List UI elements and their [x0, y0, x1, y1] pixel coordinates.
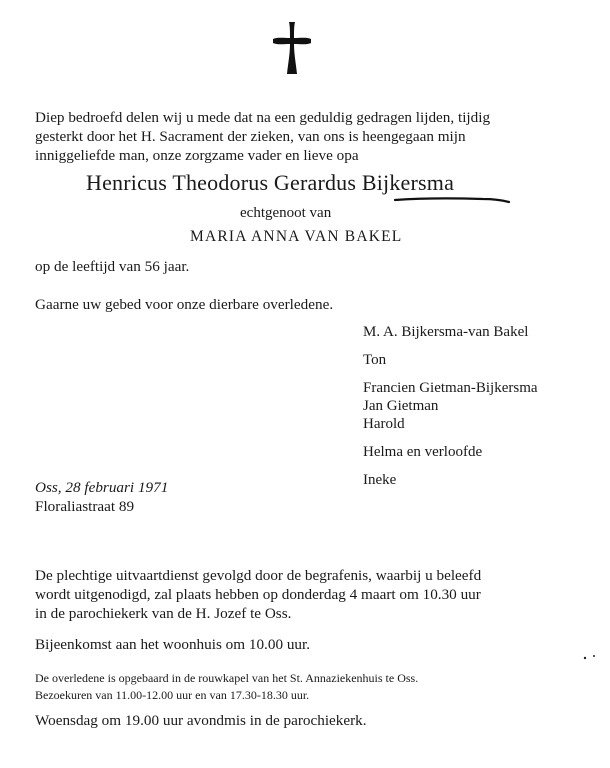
gathering-info: Bijeenkomst aan het woonhuis om 10.00 uur.	[35, 636, 311, 653]
funeral-line: wordt uitgenodigd, zal plaats hebben op donderdag 4 maart om 10.30 uur	[35, 586, 481, 603]
evening-mass-info: Woensdag om 19.00 uur avondmis in de parochiekerk.	[35, 712, 367, 729]
place-date: Oss, 28 februari 1971	[35, 479, 169, 496]
mourner: Ton	[363, 352, 387, 368]
intro-line: gesterkt door het H. Sacrament der zieken, van ons is heengegaan mijn	[35, 128, 466, 145]
address: Floraliastraat 89	[35, 498, 135, 515]
funeral-details	[35, 566, 481, 623]
viewing-info	[35, 670, 418, 704]
mourner: Jan Gietman	[363, 398, 439, 414]
announcement-intro	[35, 108, 490, 165]
age-line: op de leeftijd van 56 jaar.	[35, 258, 190, 275]
funeral-line: De plechtige uitvaartdienst gevolgd door de begrafenis, waarbij u beleefd	[35, 567, 482, 584]
mourner: Francien Gietman-Bijkersma	[363, 380, 538, 396]
intro-line: inniggeliefde man, onze zorgzame vader en lieve opa	[35, 147, 359, 164]
mourners-list	[363, 323, 538, 489]
viewing-line: Bezoekuren van 11.00-12.00 uur en van 17.30-18.30 uur.	[35, 688, 310, 702]
spouse-label: echtgenoot van	[240, 205, 332, 221]
spouse-name: MARIA ANNA VAN BAKEL	[190, 228, 403, 245]
mourner: M. A. Bijkersma-van Bakel	[363, 324, 529, 340]
intro-line: Diep bedroefd delen wij u mede dat na een geduldig gedragen lijden, tijdig	[35, 109, 491, 126]
paper-speck	[580, 652, 600, 662]
mourner: Helma en verloofde	[363, 444, 483, 460]
mourner: Harold	[363, 416, 405, 432]
prayer-request: Gaarne uw gebed voor onze dierbare overledene.	[35, 296, 334, 313]
deceased-name: Henricus Theodorus Gerardus Bijkersma	[86, 170, 455, 195]
viewing-line: De overledene is opgebaard in de rouwkapel van het St. Annaziekenhuis te Oss.	[35, 671, 419, 685]
mourner: Ineke	[363, 472, 397, 488]
handwritten-underline	[393, 195, 511, 205]
funeral-line: in de parochiekerk van de H. Jozef te Oss.	[35, 605, 292, 622]
place-and-address	[35, 478, 168, 516]
cross-icon	[271, 20, 313, 76]
